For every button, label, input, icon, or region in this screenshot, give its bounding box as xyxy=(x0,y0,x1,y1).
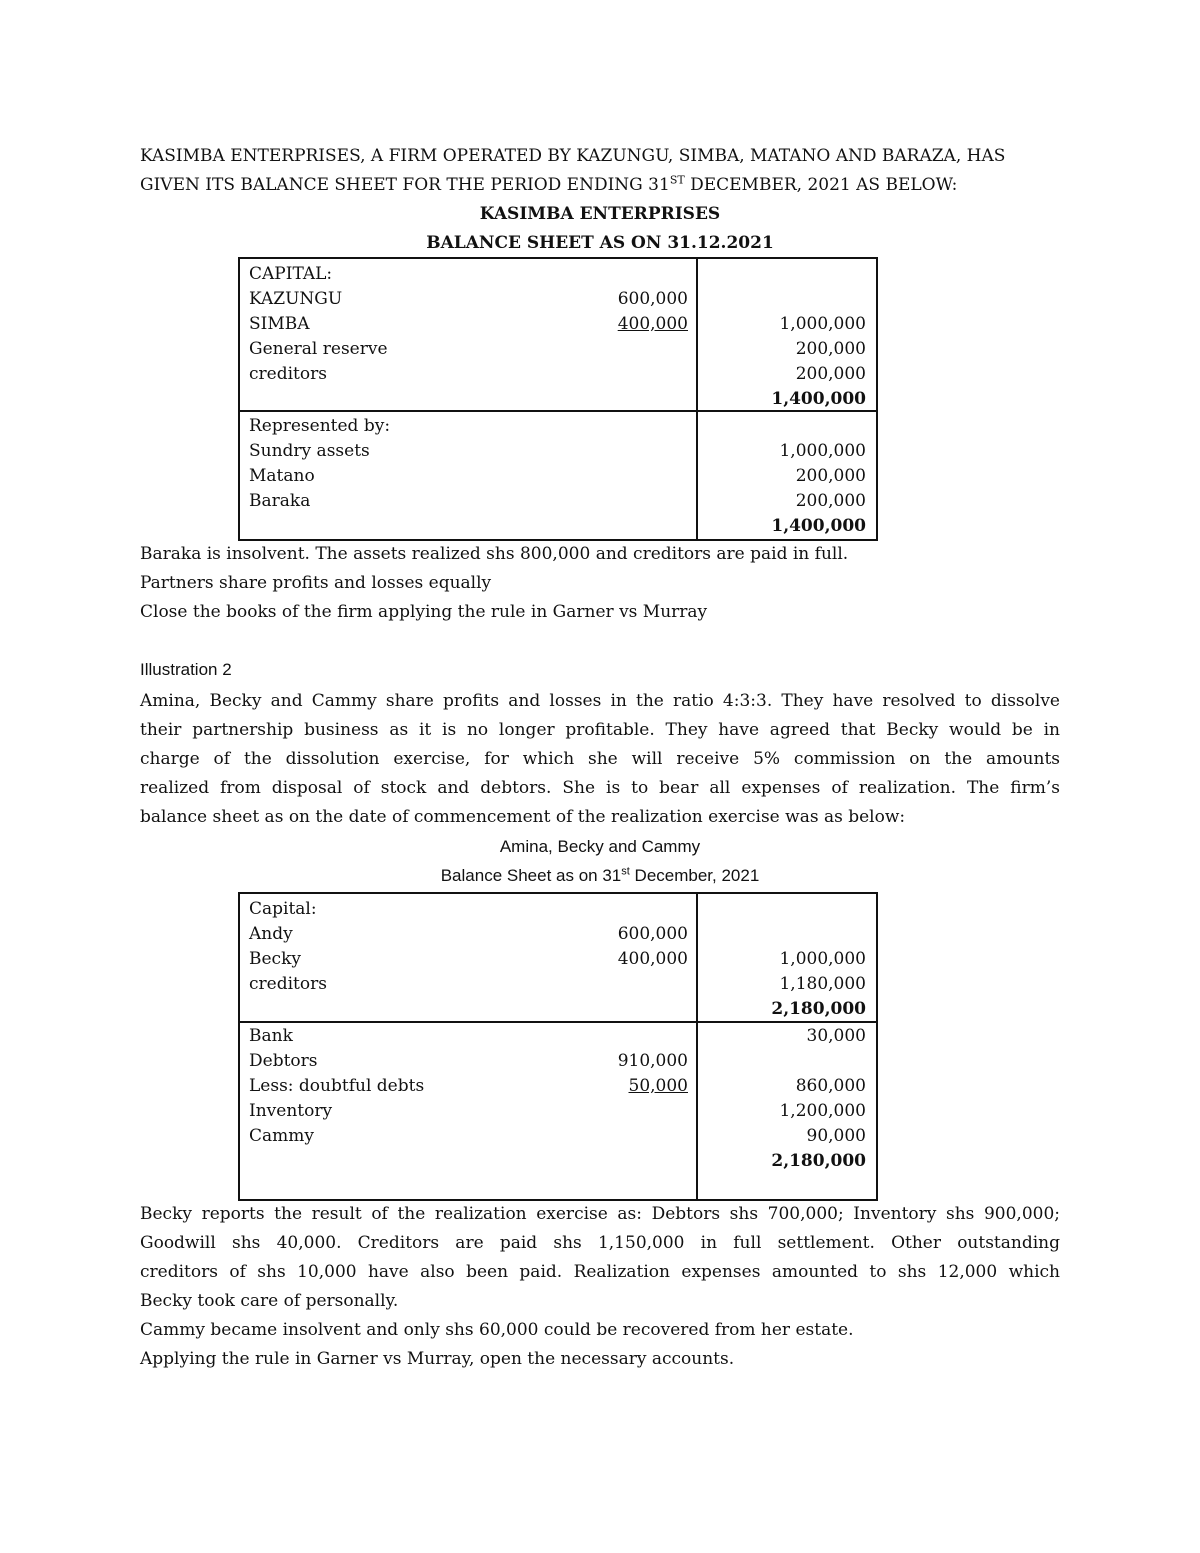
sheet2-grand-total-liabilities: 2,180,000 xyxy=(771,999,866,1019)
illustration-2-paragraph-line: charge of the dissolution exercise, for which she will receive 5% commission on the amounts xyxy=(140,749,1060,769)
sheet1-title: KASIMBA ENTERPRISES xyxy=(479,204,721,224)
intro-line-2-pre: GIVEN ITS BALANCE SHEET FOR THE PERIOD ENDING 31 xyxy=(140,175,670,195)
sheet1-sub-amount: 600,000 xyxy=(617,289,688,309)
sheet2-subtitle-sup: st xyxy=(621,865,630,878)
sheet1-grand-total-liabilities: 1,400,000 xyxy=(771,389,866,409)
sheet2-label: creditors xyxy=(249,974,327,994)
note2-cammy-line: Cammy became insolvent and only shs 60,000 could be recovered from her estate. xyxy=(140,1320,854,1340)
sheet2-subtitle xyxy=(140,862,1060,890)
sheet1-total-amount: 1,000,000 xyxy=(779,441,866,461)
intro-line-1: KASIMBA ENTERPRISES, A FIRM OPERATED BY KAZUNGU, SIMBA, MATANO AND BARAZA, HAS xyxy=(140,146,1006,166)
illustration-2-paragraph-line: their partnership business as it is no longer profitable. They have agreed that Becky would be in xyxy=(140,720,1060,740)
note1-line: Partners share profits and losses equally xyxy=(140,573,492,593)
note2-apply-line: Applying the rule in Garner vs Murray, open the necessary accounts. xyxy=(140,1349,735,1369)
sheet2-total-amount: 860,000 xyxy=(795,1076,866,1096)
sheet1-label: Matano xyxy=(249,466,315,486)
sheet2-label: Debtors xyxy=(249,1051,318,1071)
sheet2-column-divider xyxy=(696,894,698,1199)
illustration-2-paragraph-line: Amina, Becky and Cammy share profits and losses in the ratio 4:3:3. They have resolved to dissolve xyxy=(140,691,1060,711)
sheet1-label: SIMBA xyxy=(249,314,310,334)
sheet2-subtitle-pre: Balance Sheet as on 31 xyxy=(440,866,622,885)
sheet2-label: Bank xyxy=(249,1026,293,1046)
sheet1-total-amount: 200,000 xyxy=(795,364,866,384)
illustration-2-heading: Illustration 2 xyxy=(140,660,232,679)
illustration-2-paragraph-line: balance sheet as on the date of commencement of the realization exercise was as below: xyxy=(140,807,906,827)
note1-line: Close the books of the firm applying the rule in Garner vs Murray xyxy=(140,602,708,622)
sheet2-label: Becky xyxy=(249,949,301,969)
balance-sheet-1 xyxy=(238,257,878,541)
sheet1-label: creditors xyxy=(249,364,327,384)
sheet2-label: Capital: xyxy=(249,899,317,919)
sheet1-label: Sundry assets xyxy=(249,441,370,461)
sheet1-label: Baraka xyxy=(249,491,311,511)
sheet2-total-amount: 30,000 xyxy=(806,1026,866,1046)
intro-line-2 xyxy=(140,171,1060,199)
sheet2-total-amount: 1,000,000 xyxy=(779,949,866,969)
sheet2-label: Inventory xyxy=(249,1101,333,1121)
note2-paragraph-line: Becky reports the result of the realization exercise as: Debtors shs 700,000; Inventory shs 900,000; xyxy=(140,1204,1060,1224)
sheet1-total-amount: 200,000 xyxy=(795,491,866,511)
note2-paragraph-line: Goodwill shs 40,000. Creditors are paid shs 1,150,000 in full settlement. Other outstanding xyxy=(140,1233,1060,1253)
intro-line-2-post: DECEMBER, 2021 AS BELOW: xyxy=(684,175,958,195)
sheet2-sub-amount: 910,000 xyxy=(617,1051,688,1071)
sheet2-label: Andy xyxy=(249,924,293,944)
note2-paragraph-line: creditors of shs 10,000 have also been paid. Realization expenses amounted to shs 12,000 which xyxy=(140,1262,1060,1282)
sheet1-total-amount: 1,000,000 xyxy=(779,314,866,334)
balance-sheet-2 xyxy=(238,892,878,1201)
sheet1-label: General reserve xyxy=(249,339,388,359)
sheet2-sub-amount: 50,000 xyxy=(628,1076,688,1096)
sheet1-label: KAZUNGU xyxy=(249,289,343,309)
sheet2-sub-amount: 600,000 xyxy=(617,924,688,944)
sheet2-title: Amina, Becky and Cammy xyxy=(499,837,701,856)
sheet2-label: Less: doubtful debts xyxy=(249,1076,425,1096)
sheet1-label: Represented by: xyxy=(249,416,391,436)
sheet1-total-amount: 200,000 xyxy=(795,339,866,359)
sheet2-subtitle-post: December, 2021 xyxy=(629,866,760,885)
sheet2-total-amount: 1,200,000 xyxy=(779,1101,866,1121)
sheet1-label: CAPITAL: xyxy=(249,264,333,284)
sheet2-grand-total-assets: 2,180,000 xyxy=(771,1151,866,1171)
sheet2-total-amount: 1,180,000 xyxy=(779,974,866,994)
sheet1-total-amount: 200,000 xyxy=(795,466,866,486)
sheet1-grand-total-assets: 1,400,000 xyxy=(771,516,866,536)
sheet2-total-amount: 90,000 xyxy=(806,1126,866,1146)
intro-line-2-sup: ST xyxy=(669,173,685,187)
note1-line: Baraka is insolvent. The assets realized shs 800,000 and creditors are paid in full. xyxy=(140,544,849,564)
sheet2-label: Cammy xyxy=(249,1126,314,1146)
sheet1-column-divider xyxy=(696,259,698,539)
sheet1-subtitle: BALANCE SHEET AS ON 31.12.2021 xyxy=(426,233,774,253)
sheet2-sub-amount: 400,000 xyxy=(617,949,688,969)
note2-paragraph-line: Becky took care of personally. xyxy=(140,1291,399,1311)
illustration-2-paragraph-line: realized from disposal of stock and debtors. She is to bear all expenses of realization. The firm’s xyxy=(140,778,1060,798)
sheet1-sub-amount: 400,000 xyxy=(617,314,688,334)
